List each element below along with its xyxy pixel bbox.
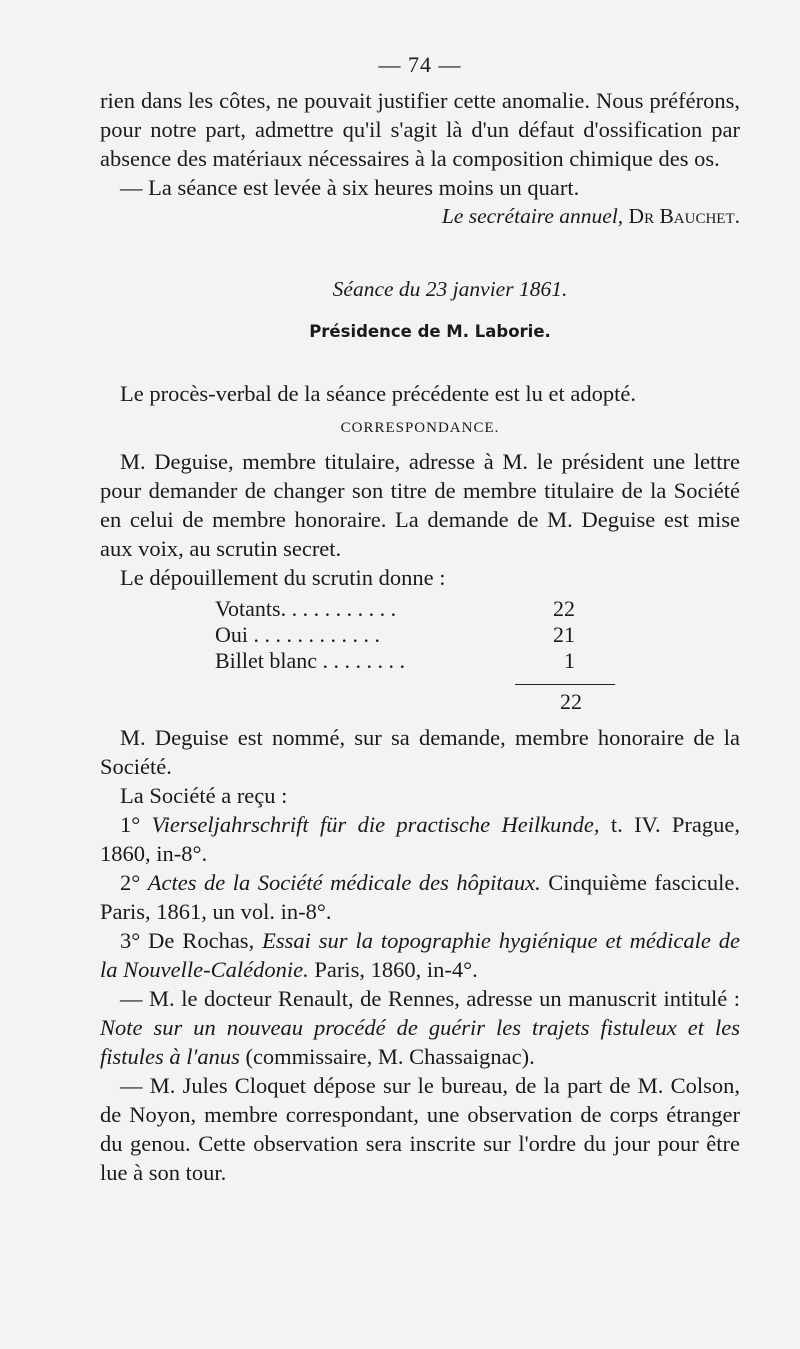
presidency-heading: Présidence de M. Laborie. [309, 322, 551, 341]
session-heading: Séance du 23 janvier 1861. [332, 277, 568, 301]
paragraph-renault [100, 984, 740, 1071]
item-number: 2° [120, 870, 141, 895]
page [100, 52, 740, 1187]
item-number: 3° [120, 928, 141, 953]
paragraph-received: La Société a reçu : [120, 783, 288, 808]
item-details: Cinquième fascicule. Paris, 1861, un vol. in-8°. [100, 870, 740, 924]
vote-label: Votants. . . . . . . . . . . [215, 596, 397, 621]
item-number: 1° [120, 812, 141, 837]
paragraph-deguise-named: M. Deguise est nommé, sur sa demande, membre honoraire de la Société. [100, 725, 740, 779]
signature-name: Dr Bauchet. [628, 204, 740, 228]
signature-role: Le secrétaire annuel, [441, 204, 624, 228]
vote-table [215, 596, 575, 674]
vote-label: Oui . . . . . . . . . . . . [215, 622, 380, 647]
renault-commissioner: (commissaire, M. Chassaignac). [239, 1044, 535, 1069]
signature [100, 202, 740, 231]
vote-label: Billet blanc . . . . . . . . [215, 648, 406, 673]
vote-row [215, 622, 575, 648]
item-title: Essai sur la topographie hygiénique et médicale de la Nouvelle-Calédonie. [100, 928, 740, 982]
item-author: De Rochas, [140, 928, 263, 953]
minutes-adopted: Le procès-verbal de la séance précédente est lu et adopté. [120, 381, 636, 406]
item-title: Vierseljahrschrift für die practische Heilkunde, [151, 812, 600, 837]
session-closing: — La séance est levée à six heures moins un quart. [120, 175, 580, 200]
received-item-3 [100, 926, 740, 984]
paragraph-depouillement: Le dépouillement du scrutin donne : [120, 565, 446, 590]
total-rule [515, 684, 615, 685]
vote-value: 21 [553, 622, 575, 647]
paragraph-anomaly: rien dans les côtes, ne pouvait justifier cette anomalie. Nous préférons, pour notre part, admettre qu'il s'agit là d'un défaut d'ossification par absence des matériaux nécessaires à la composition chimique des os. [100, 88, 740, 171]
received-item-2 [100, 868, 740, 926]
vote-value: 22 [553, 596, 575, 621]
item-details: t. IV. Prague, 1860, in-8°. [100, 812, 741, 866]
vote-row [215, 648, 575, 674]
section-heading: CORRESPONDANCE. [340, 420, 500, 436]
renault-intro: — M. le docteur Renault, de Rennes, adresse un manuscrit intitulé : [120, 986, 740, 1011]
vote-row [215, 596, 575, 622]
paragraph-cloquet: — M. Jules Cloquet dépose sur le bureau, de la part de M. Colson, de Noyon, membre correspondant, une observation de corps étranger du genou. Cette observation sera inscrite sur l'ordre du jour pour être lue à son tour. [100, 1073, 740, 1185]
paragraph-deguise-request: M. Deguise, membre titulaire, adresse à M. le président une lettre pour demander de changer son titre de membre titulaire de la Société en celui de membre honoraire. La demande de M. Deguise est mise aux voix, au scrutin secret. [100, 449, 740, 561]
item-details: Paris, 1860, in-4°. [308, 957, 478, 982]
item-title: Actes de la Société médicale des hôpitaux. [147, 870, 541, 895]
received-item-1 [100, 810, 740, 868]
renault-title: Note sur un nouveau procédé de guérir les trajets fistuleux et les fistules à l'anus [100, 1015, 740, 1069]
page-number: — 74 — [378, 52, 462, 77]
vote-total: 22 [560, 689, 582, 714]
vote-value: 1 [564, 648, 575, 673]
